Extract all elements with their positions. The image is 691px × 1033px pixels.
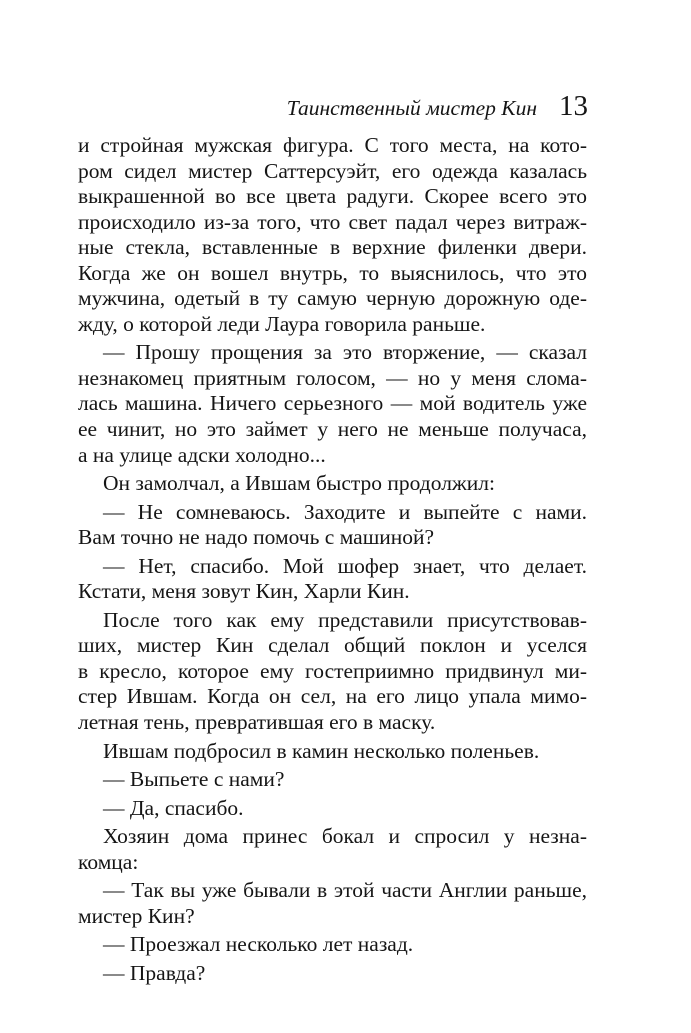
- text-line: — Не сомневаюсь. Заходите и выпейте с нами.: [103, 499, 587, 524]
- paragraph: [78, 932, 587, 958]
- text-line: мистер Кин?: [78, 903, 195, 928]
- text-line: ром сидел мистер Саттерсуэйт, его одежда казалась: [78, 158, 587, 183]
- paragraph: [78, 878, 587, 929]
- text-line: — Выпьете с нами?: [103, 767, 285, 792]
- text-line: Ившам подбросил в камин несколько поленьев.: [103, 738, 540, 763]
- text-line: — Правда?: [103, 960, 206, 985]
- paragraph: [78, 796, 587, 822]
- text-line: — Прошу прощения за это вторжение, — сказал: [103, 340, 587, 365]
- text-line: — Проезжал несколько лет назад.: [103, 932, 414, 957]
- text-line: — Нет, спасибо. Мой шофер знает, что делает.: [103, 553, 587, 578]
- text-line: ее чинит, но это займет у него не меньше получаса,: [78, 417, 587, 442]
- text-line: ные стекла, вставленные в верхние филенки двери.: [78, 235, 587, 260]
- paragraph: [78, 471, 587, 497]
- text-line: Кстати, меня зовут Кин, Харли Кин.: [78, 579, 410, 604]
- text-line: Он замолчал, а Ившам быстро продолжил:: [103, 471, 495, 496]
- text-line: незнакомец приятным голосом, — но у меня слома-: [78, 365, 587, 390]
- paragraph: [78, 554, 587, 605]
- text-line: лась машина. Ничего серьезного — мой водитель уже: [78, 391, 587, 416]
- text-line: комца:: [78, 849, 139, 874]
- text-line: в кресло, которое ему гостеприимно придвинул ми-: [78, 658, 587, 683]
- running-title: Таинственный мистер Кин: [286, 96, 537, 120]
- text-line: — Да, спасибо.: [103, 795, 244, 820]
- paragraph: [78, 500, 587, 551]
- text-line: Вам точно не надо помочь с машиной?: [78, 525, 435, 550]
- text-line: происходило из-за того, что свет падал через витраж-: [78, 209, 587, 234]
- paragraph: [78, 608, 587, 736]
- paragraph: [78, 133, 587, 337]
- text-line: мужчина, одетый в ту самую черную дорожную оде-: [78, 286, 587, 311]
- text-line: Когда же он вошел внутрь, то выяснилось, что это: [78, 260, 587, 285]
- body-text: [78, 133, 587, 987]
- text-line: и стройная мужская фигура. С того места, на кото-: [78, 133, 587, 157]
- text-line: ших, мистер Кин сделал общий поклон и уселся: [78, 633, 587, 658]
- text-line: а на улице адски холодно...: [78, 442, 326, 467]
- text-line: Хозяин дома принес бокал и спросил у незна-: [103, 824, 587, 849]
- text-line: После того как ему представили присутствовав-: [103, 607, 587, 632]
- text-line: летная тень, превратившая его в маску.: [78, 710, 436, 735]
- page-number: 13: [559, 90, 588, 122]
- paragraph: [78, 767, 587, 793]
- paragraph: [78, 340, 587, 468]
- page-header: [0, 90, 588, 124]
- paragraph: [78, 961, 587, 987]
- text-line: — Так вы уже бывали в этой части Англии раньше,: [103, 878, 587, 903]
- paragraph: [78, 739, 587, 765]
- text-line: жду, о которой леди Лаура говорила раньше.: [78, 311, 486, 336]
- text-line: выкрашенной во все цвета радуги. Скорее всего это: [78, 184, 587, 209]
- paragraph: [78, 824, 587, 875]
- text-line: стер Ившам. Когда он сел, на его лицо упала мимо-: [78, 684, 587, 709]
